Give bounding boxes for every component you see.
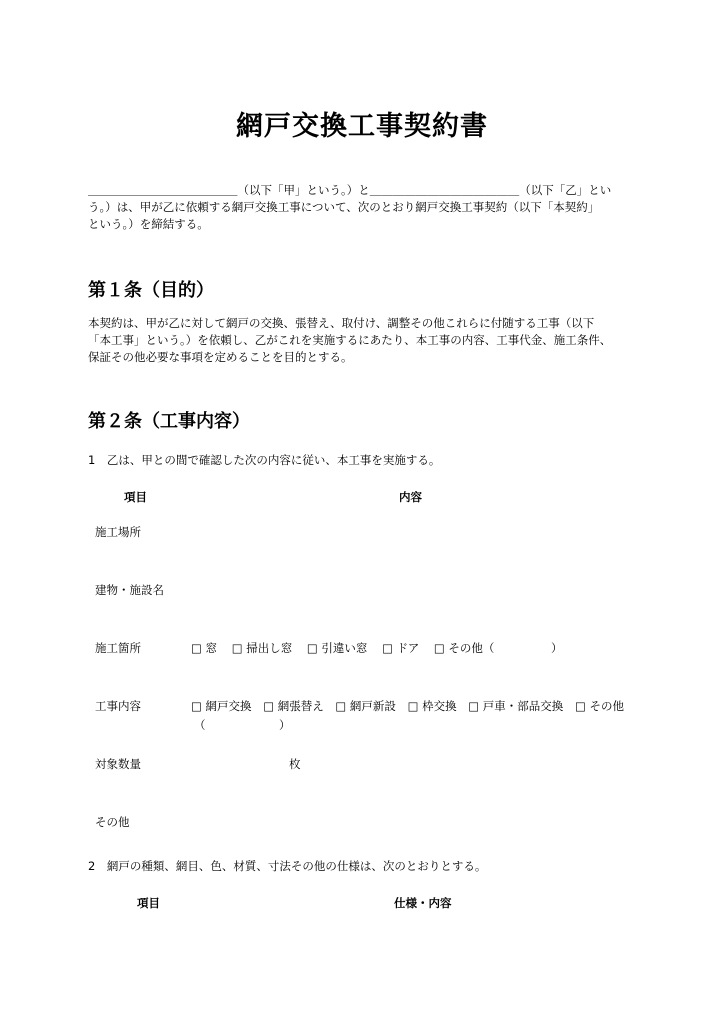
article-2-clause-2: 2 網戸の種類、網目、色、材質、寸法その他の仕様は、次のとおりとする。 bbox=[88, 859, 487, 873]
location-other-close: ） bbox=[551, 641, 563, 655]
option-door: □ ドア bbox=[382, 641, 420, 655]
work-options bbox=[191, 698, 624, 714]
article-1-line: 本契約は、甲が乙に対して網戸の交換、張替え、取付け、調整その他これらに付随する工事（以下 bbox=[88, 316, 595, 330]
article-1-heading: 第１条（目的） bbox=[88, 280, 214, 301]
option-work-other: □ その他 bbox=[574, 699, 624, 713]
intro-line: ＿＿＿＿＿＿＿＿＿＿＿＿＿（以下「甲」という。）と＿＿＿＿＿＿＿＿＿＿＿＿＿（以下「乙」とい bbox=[88, 183, 612, 197]
article-1-line: 「本工事」という。）を依頼し、乙がこれを実施するにあたり、本工事の内容、工事代金、施工条件、 bbox=[88, 333, 612, 347]
option-roller-parts: □ 戸車・部品交換 bbox=[468, 699, 564, 713]
option-net-rehang: □ 網張替え bbox=[263, 699, 324, 713]
option-sliding-window: □ 引違い窓 bbox=[306, 641, 368, 655]
row-label-building: 建物・施設名 bbox=[95, 583, 164, 597]
option-window: □ 窓 bbox=[191, 641, 218, 655]
article-2-clause-1: 1 乙は、甲との間で確認した次の内容に従い、本工事を実施する。 bbox=[88, 453, 441, 467]
row-label-site: 施工場所 bbox=[95, 525, 141, 539]
article-1-line: 保証その他必要な事項を定めることを目的とする。 bbox=[88, 350, 353, 364]
location-options bbox=[191, 640, 505, 656]
row-label-quantity: 対象数量 bbox=[95, 757, 141, 771]
table1-header-item: 項目 bbox=[124, 490, 147, 504]
table2-header-spec: 仕様・内容 bbox=[394, 896, 452, 910]
row-label-work: 工事内容 bbox=[95, 699, 141, 713]
row-label-other: その他 bbox=[95, 815, 130, 829]
table2-header-item: 項目 bbox=[137, 896, 160, 910]
option-new-screen: □ 網戸新設 bbox=[335, 699, 396, 713]
quantity-unit: 枚 bbox=[289, 757, 301, 771]
article-1-body bbox=[88, 315, 644, 366]
option-sweep-window: □ 掃出し窓 bbox=[231, 641, 293, 655]
article-2-heading: 第２条（工事内容） bbox=[88, 411, 250, 432]
intro-line: う。）は、甲が乙に依頼する網戸交換工事について、次のとおり網戸交換工事契約（以下「本契約」 bbox=[88, 200, 600, 214]
work-other-close: ） bbox=[279, 718, 291, 732]
intro-line: という。）を締結する。 bbox=[88, 217, 209, 231]
option-frame-replace: □ 枠交換 bbox=[407, 699, 457, 713]
option-location-other: □ その他（ bbox=[433, 641, 495, 655]
document-title: 網戸交換工事契約書 bbox=[236, 111, 488, 142]
table1-header-content: 内容 bbox=[399, 490, 422, 504]
row-label-location: 施工箇所 bbox=[95, 641, 141, 655]
work-other-open: （ bbox=[194, 718, 206, 732]
option-screen-replace: □ 網戸交換 bbox=[191, 699, 252, 713]
intro-paragraph bbox=[88, 182, 644, 233]
